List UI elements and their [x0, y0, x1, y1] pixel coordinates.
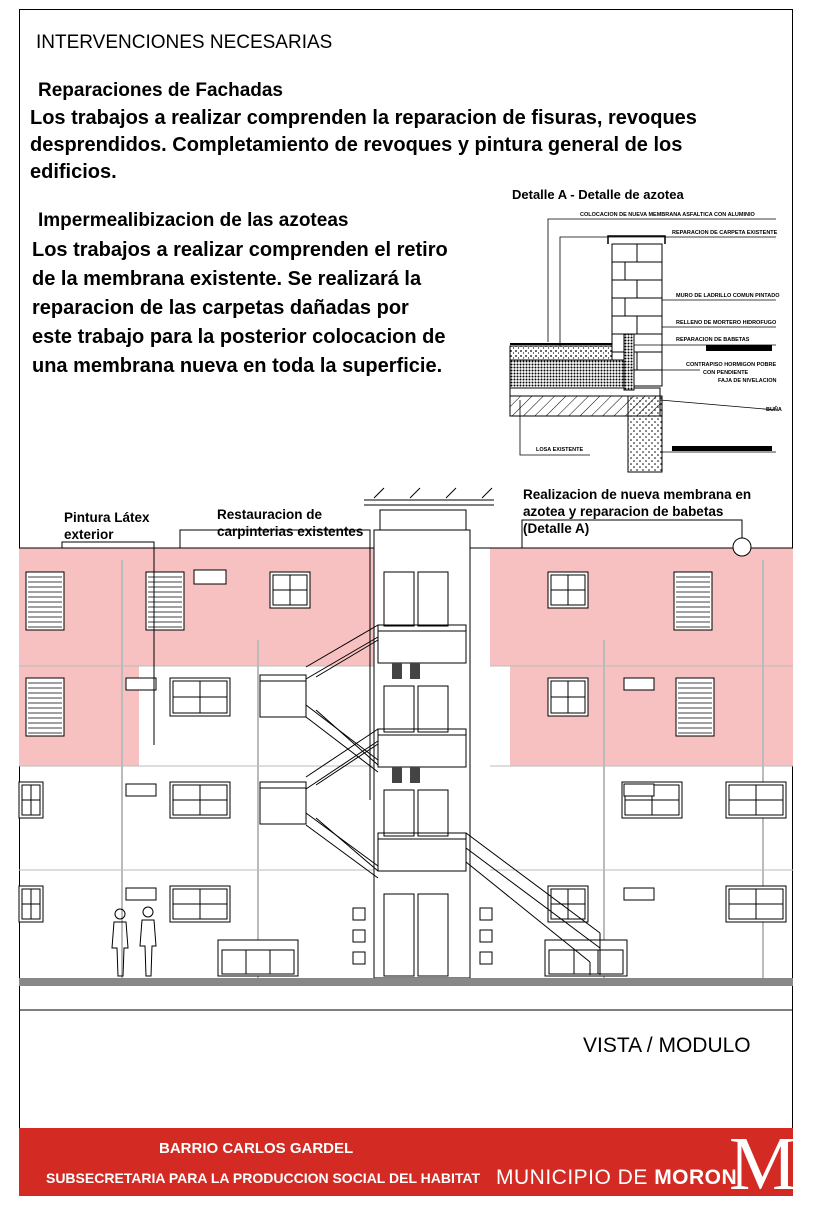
footer-banner	[19, 1122, 797, 1206]
sash-window	[170, 886, 230, 922]
detail-label: REPARACION DE CARPETA EXISTENTE	[672, 230, 778, 236]
detail-label: FAJA DE NIVELACION	[718, 378, 777, 384]
louvered-window	[674, 572, 712, 630]
section-heading-facade: Reparaciones de Fachadas	[38, 80, 283, 101]
sash-window	[19, 782, 43, 818]
footer-municipio	[496, 1166, 737, 1190]
human-figures	[112, 907, 156, 976]
view-label: VISTA / MODULO	[583, 1034, 751, 1057]
sash-window	[548, 678, 588, 716]
detail-label: CONTRAPISO HORMIGON POBRE	[686, 362, 777, 368]
painted-band-right-top	[490, 548, 793, 666]
footer-project-name: BARRIO CARLOS GARDEL	[159, 1140, 354, 1157]
section-heading-roof: Impermealibizacion de las azoteas	[38, 210, 349, 231]
sash-window	[170, 782, 230, 818]
sash-window	[270, 572, 310, 608]
louvered-window	[146, 572, 184, 630]
moron-logo: M	[729, 1122, 797, 1206]
page-title: INTERVENCIONES NECESARIAS	[36, 32, 333, 53]
ground-line	[19, 978, 793, 986]
annotation-pintura: Pintura Látex exterior	[64, 510, 150, 542]
sash-window	[19, 886, 43, 922]
sash-window	[170, 678, 230, 716]
detail-label: BUÑA	[766, 407, 782, 413]
detail-label: REPARACION DE BABETAS	[676, 337, 750, 343]
sash-window	[548, 886, 588, 922]
municipio-name: MORON	[654, 1166, 738, 1189]
detail-label: MURO DE LADRILLO COMUN PINTADO	[676, 293, 780, 299]
detail-title: Detalle A - Detalle de azotea	[512, 187, 684, 202]
painted-band-left-top	[19, 548, 374, 666]
sash-window	[726, 782, 786, 818]
detail-label: COLOCACION DE NUEVA MEMBRANA ASFALTICA CON ALUMINIO	[580, 212, 755, 218]
roof-pergola	[364, 488, 494, 505]
detail-label: RELLENO DE MORTERO HIDROFUGO	[676, 320, 777, 326]
louvered-window	[26, 572, 64, 630]
detail-label: CON PENDIENTE	[703, 370, 749, 376]
municipio-prefix: MUNICIPIO DE	[496, 1166, 648, 1189]
louvered-window	[26, 678, 64, 736]
annotation-restauracion: Restauracion de carpinterias existentes	[217, 507, 364, 539]
annotation-membrana: Realizacion de nueva membrana en azotea y reparacion de babetas (Detalle A)	[523, 487, 752, 536]
detail-label: LOSA EXISTENTE	[536, 447, 584, 453]
sash-window	[726, 886, 786, 922]
louvered-window	[676, 678, 714, 736]
footer-agency: SUBSECRETARIA PARA LA PRODUCCION SOCIAL DEL HABITAT	[45, 1170, 480, 1186]
section-body-facade: Los trabajos a realizar comprenden la reparacion de fisuras, revoques desprendidos. Completamiento de revoques y pintura general de los edificios.	[30, 107, 697, 183]
sash-window	[548, 572, 588, 608]
section-body-roof: Los trabajos a realizar comprenden el retiro de la membrana existente. Se realizará la reparacion de las carpetas dañadas por este trabajo para la posterior colocacion de una membrana nueva en toda la superficie.	[32, 239, 448, 377]
